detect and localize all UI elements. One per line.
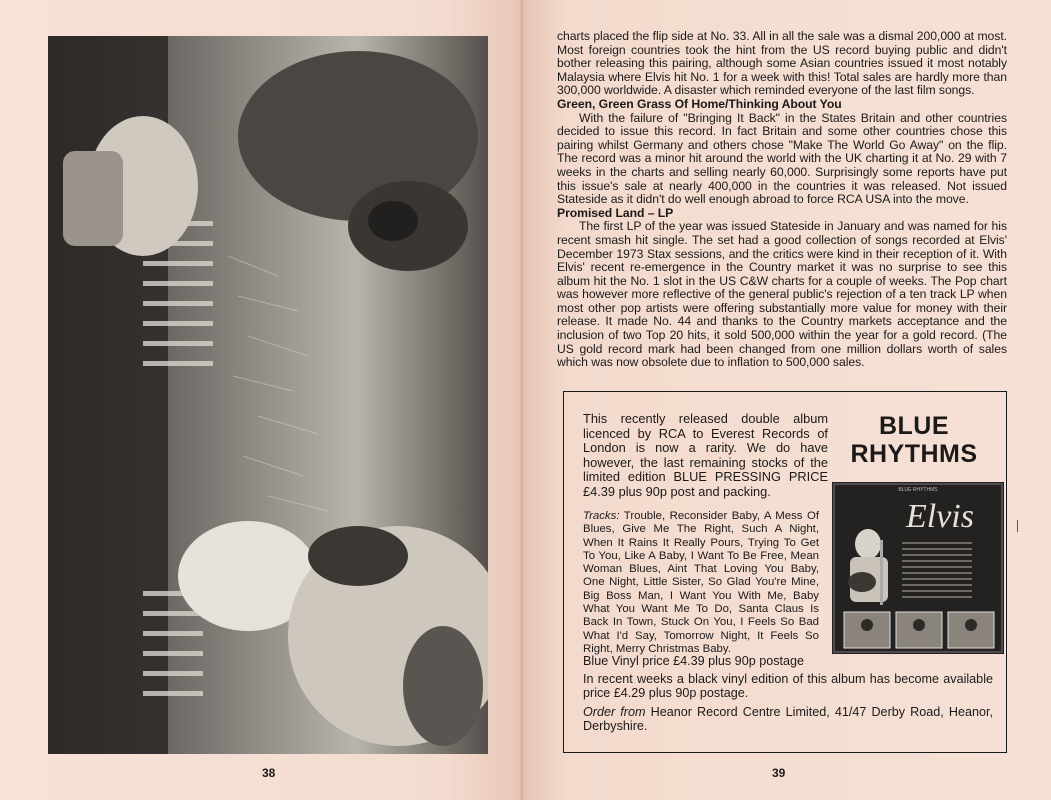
- album-cover-top-text: BLUE RHYTHMS: [898, 487, 938, 493]
- article-paragraph: With the failure of "Bringing It Back" in the States Britain and other countries decided to issue this record. In fact Britain and some other countries chose this pairing whilst Germany and others chose "Make The World Go Away" on the flip. The record was a minor hit around the world with the UK charting it at No. 29 with 7 weeks in the charts and selling nearly 60,000. Surprisingly some reports have put this issue's sale at nearly 400,000 in the countries it was released. Not issued Stateside as it didn't do well enough abroad to force RCA USA into the move.: [557, 110, 1007, 207]
- ad-title-line: BLUE: [878, 412, 950, 440]
- section-heading: Green, Green Grass Of Home/Thinking About You: [557, 96, 842, 111]
- ad-intro: This recently released double album licenced by RCA to Everest Records of London is now a rarity. We do have however, the last remaining stocks of the limited edition BLUE PRESSING PRICE £4.39 plus 90p post and packing.: [583, 411, 828, 499]
- album-cover: [832, 482, 1004, 654]
- order-label: Order from: [583, 705, 646, 719]
- tracks-text: Trouble, Reconsider Baby, A Mess Of Blues, Give Me The Right, Such A Night, When It Rains It Really Pours, Trying To Get To You, Like A Baby, I Want To Be Free, Mean Woman Blues, Aint That Loving You Baby, One Night, Little Sister, So Glad You're Mine, Big Boss Man, I Want You With Me, Baby What You Want Me To Do, Santa Claus Is Back In Town, Stuck On You, I Feels So Bad What I'd Say, Tomorrow Night, It Feels So Right, Merry Christmas Baby.: [583, 510, 819, 655]
- page-number: 38: [262, 766, 276, 780]
- page-number: 39: [772, 766, 786, 780]
- album-cover-elvis-text: Elvis: [906, 498, 974, 535]
- ad-title: [832, 412, 996, 468]
- track-list: [583, 510, 819, 656]
- article-paragraph: The first LP of the year was issued Stateside in January and was named for his recent smash hit single. The set had a good collection of songs recorded at Elvis' December 1973 Stax sessions, and the critics were kind in their reception of it. With Elvis' recent re-emergence in the Country market it was no surprise to see this album hit the No. 1 slot in the US C&W charts for a couple of weeks. The Pop chart was however more reflective of the general public's rejection of a ten track LP when most other pop artists were offering substantially more value for money with their release. It made No. 44 and thanks to the Country markets acceptance and the inclusion of two Top 20 hits, it sold 500,000 within the year for a gold record. (The US gold record mark had been changed from one million dollars worth of sales which was now obsolete due to inflation to 500,000 sales.: [557, 219, 1007, 370]
- order-address: Heanor Record Centre Limited, 41/47 Derby Road, Heanor, Derbyshire.: [583, 705, 993, 734]
- section-heading: Promised Land – LP: [557, 205, 674, 220]
- tracks-label: Tracks:: [583, 510, 620, 522]
- blue-vinyl-price: Blue Vinyl price £4.39 plus 90p postage: [583, 654, 805, 668]
- pen-mark: [1017, 520, 1018, 532]
- order-info: [583, 705, 993, 734]
- ad-title-line: RHYTHMS: [850, 440, 978, 468]
- photograph: [48, 36, 488, 754]
- advertisement-box: [563, 391, 1007, 753]
- left-page: [0, 0, 523, 800]
- article: [557, 30, 1007, 370]
- black-vinyl-note: In recent weeks a black vinyl edition of this album has become available price £4.29 plus 90p postage.: [583, 672, 993, 701]
- article-paragraph: charts placed the flip side at No. 33. All in all the sale was a dismal 200,000 at most. Most foreign countries took the hint from the US record buying public and didn't bother releasing this pairing, although some Asian countries issued it most notably Malaysia where Elvis hit No. 1 for a week with this! Total sales are hardly more than 300,000 worldwide. A disaster which reminded everyone of the last film songs.: [557, 29, 1007, 98]
